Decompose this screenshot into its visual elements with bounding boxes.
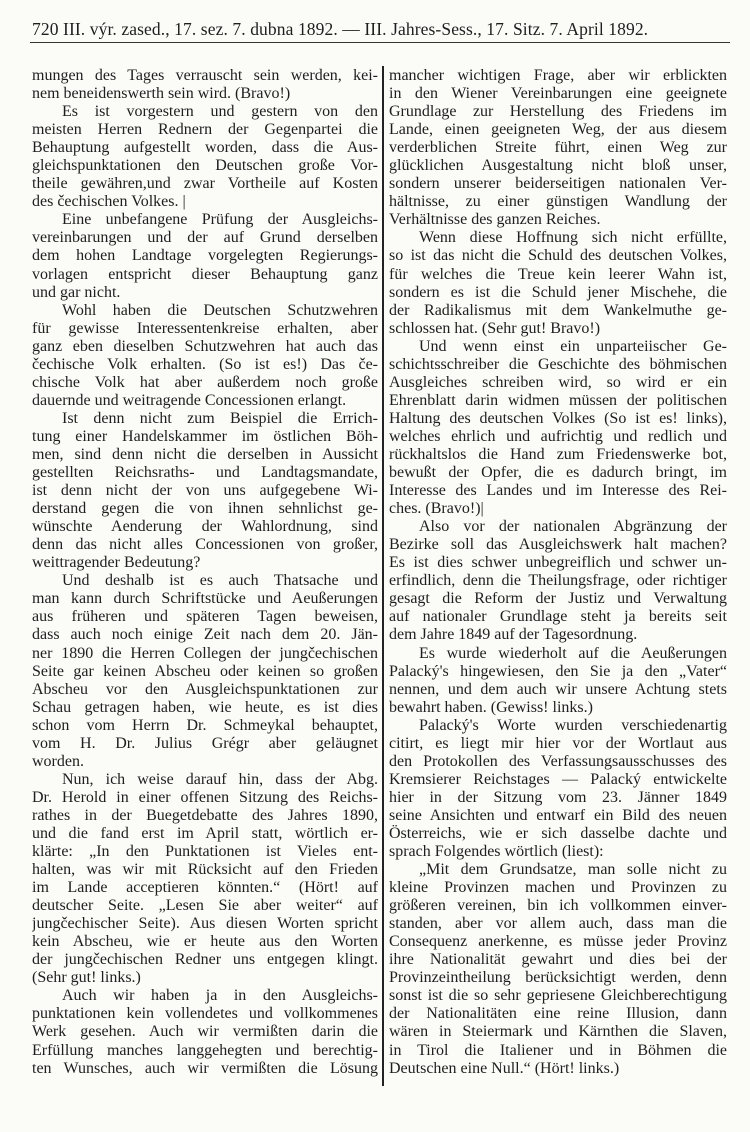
text-line: derstand gegen die von ihnen sehnlichst ge- bbox=[32, 500, 378, 518]
text-line: Deutschen eine Null.“ (Hört! links.) bbox=[389, 1059, 620, 1077]
text-line: ihre Nationalität gewahrt und dies bei der bbox=[389, 951, 727, 969]
text-line: hier in der Sitzung vom 23. Jänner 1849 bbox=[389, 788, 727, 806]
text-line: bewahrt haben. (Gewiss! links.) bbox=[389, 698, 593, 716]
text-line: Österreichs, wie er sich dasselbe dachte und bbox=[389, 824, 727, 842]
text-line: Consequenz anerkenne, es müsse jeder Provinz bbox=[389, 933, 727, 951]
text-line: Haltung des deutschen Volkes (So ist es! links), bbox=[389, 409, 727, 427]
text-line: und gar nicht. bbox=[32, 283, 121, 301]
text-line: gleichspunktationen den Deutschen große Vor- bbox=[32, 157, 378, 175]
text-line: wären in Steiermark und Kärnthen die Slaven, bbox=[389, 1023, 727, 1041]
text-line: schon vom Herrn Dr. Schmeykal behauptet, bbox=[32, 716, 378, 734]
paragraph bbox=[389, 338, 727, 518]
text-line: dem Jahre 1849 auf der Tagesordnung. bbox=[389, 626, 638, 644]
paragraph bbox=[32, 302, 378, 410]
paragraph bbox=[32, 572, 378, 771]
column-divider bbox=[382, 66, 384, 1086]
paragraph bbox=[32, 103, 378, 211]
paragraph bbox=[389, 518, 727, 644]
text-line: des čechischen Volkes. | bbox=[32, 193, 186, 211]
text-line: Es ist dies schwer unbegreiflich und schwer un- bbox=[389, 554, 727, 572]
text-line: der Nationalitäten eine reine Illusion, dann bbox=[389, 1005, 727, 1023]
text-line: in Tirol die Italiener und in Böhmen die bbox=[389, 1041, 727, 1059]
text-line: Also vor der nationalen Abgränzung der bbox=[419, 518, 727, 536]
text-line: dass auch noch einige Zeit nach dem 20. Jän- bbox=[32, 626, 378, 644]
text-line: „Mit dem Grundsatze, man solle nicht zu bbox=[419, 861, 727, 879]
paragraph bbox=[32, 987, 378, 1077]
text-line: gestellten Reichsraths- und Landtagsmandate, bbox=[32, 464, 378, 482]
text-line: Und wenn einst ein unparteiischer Ge- bbox=[419, 337, 727, 355]
text-line: Provinzeintheilung berücksichtigt werden, denn bbox=[389, 969, 727, 987]
text-line: Es wurde wiederholt auf die Aeußerungen bbox=[419, 644, 727, 662]
text-line: Es ist vorgestern und gestern von den bbox=[62, 103, 378, 121]
text-line: welches ehrlich und aufrichtig und redlich und bbox=[389, 427, 727, 445]
running-header: 720 III. výr. zased., 17. sez. 7. dubna 1892. — III. Jahres-Sess., 17. Sitz. 7. April 1892. bbox=[32, 19, 649, 39]
paragraph bbox=[389, 67, 727, 229]
text-line: auf nationaler Grundlage steht ja bereits seit bbox=[389, 608, 727, 626]
text-line: klärte: „In den Punktationen ist Vieles ent- bbox=[32, 843, 378, 861]
text-line: Werk gesehen. Auch wir vermißten darin die bbox=[32, 1023, 378, 1041]
paragraph bbox=[389, 645, 727, 717]
text-line: ches. (Bravo!)| bbox=[389, 500, 484, 518]
text-line: citirt, es liegt mir hier vor der Wortlaut aus bbox=[389, 734, 727, 752]
text-line: Und deshalb ist es auch Thatsache und bbox=[62, 572, 378, 590]
text-line: nennen, und dem auch wir unsere Achtung stets bbox=[389, 680, 727, 698]
text-line: für gewisse Interessentenkreise erhalten, aber bbox=[32, 319, 378, 337]
text-line: worden. bbox=[32, 752, 84, 770]
text-line: deutscher Seite. „Lesen Sie aber weiter“ auf bbox=[32, 897, 378, 915]
text-line: für welches die Treue kein leerer Wahn ist, bbox=[389, 265, 727, 283]
text-line: theile gewähren,und zwar Vortheile auf Kosten bbox=[32, 175, 378, 193]
text-line: sondern es ist die Schuld jener Mischehe, die bbox=[389, 283, 727, 301]
text-line: größeren vereinen, bin ich vollkommen einver- bbox=[389, 897, 727, 915]
text-line: aus früheren und späteren Tagen beweisen, bbox=[32, 608, 378, 626]
text-line: (Sehr gut! links.) bbox=[32, 969, 141, 987]
text-line: nem beneidenswerth sein wird. (Bravo!) bbox=[32, 85, 291, 103]
text-line: erfindlich, denn die Theilungsfrage, oder richtiger bbox=[389, 572, 727, 590]
text-line: schichtsschreiber die Geschichte des böhmischen bbox=[389, 355, 727, 373]
text-line: vorlagen entspricht dieser Behauptung ganz bbox=[32, 265, 378, 283]
paragraph bbox=[32, 771, 378, 988]
right-column bbox=[389, 67, 727, 1078]
text-line: ganz eben dieselben Schutzwehren hat auch das bbox=[32, 337, 378, 355]
text-line: Bezirke soll das Ausgleichswerk halt machen? bbox=[389, 536, 727, 554]
text-line: Verhältnisse des ganzen Reiches. bbox=[389, 211, 601, 229]
text-line: Erfüllung manches langgehegten und berechtig- bbox=[32, 1041, 378, 1059]
text-line: mungen des Tages verrauscht sein werden, kei- bbox=[32, 67, 378, 84]
text-line: vereinbarungen und der auf Grund derselben bbox=[32, 229, 378, 247]
text-line: punktationen kein vollendetes und vollkommenes bbox=[32, 1005, 378, 1023]
text-line: chische Volk hat aber außerdem noch große bbox=[32, 373, 378, 391]
text-line: sprach Folgendes wörtlich (liest): bbox=[389, 843, 604, 861]
text-line: ist denn nicht der von uns aufgegebene Wi- bbox=[32, 482, 378, 500]
text-line: der jungčechischen Redner uns entgegen klingt. bbox=[32, 951, 378, 969]
text-line: rückhaltslos die Hand zum Friedenswerke bot, bbox=[389, 445, 727, 463]
text-line: Kremsierer Reichstages — Palacký entwickelte bbox=[389, 770, 727, 788]
text-line: Schau getragen haben, wie heute, es ist dies bbox=[32, 698, 378, 716]
text-line: Grundlage zur Herstellung des Friedens im bbox=[389, 103, 727, 121]
paragraph bbox=[32, 211, 378, 301]
text-line: men, sind denn nicht die derselben in Aussicht bbox=[32, 445, 378, 463]
text-line: tung einer Handelskammer im östlichen Böh- bbox=[32, 427, 378, 445]
text-line: Nun, ich weise darauf hin, dass der Abg. bbox=[62, 770, 378, 788]
text-line: in den Wiener Vereinbarungen eine geeignete bbox=[389, 85, 727, 103]
text-line: Eine unbefangene Prüfung der Ausgleichs- bbox=[62, 211, 378, 229]
text-line: kleine Provinzen machen und Provinzen zu bbox=[389, 879, 727, 897]
text-line: dauernde und weitragende Concessionen erlangt. bbox=[32, 391, 347, 409]
text-line: meisten Herren Rednern der Gegenpartei die bbox=[32, 121, 378, 139]
text-line: čechische Volk erhalten. (So ist es!) Das če- bbox=[32, 355, 378, 373]
text-line: Wohl haben die Deutschen Schutzwehren bbox=[62, 301, 378, 319]
text-line: hältnisse, zu einer günstigen Wandlung der bbox=[389, 193, 727, 211]
text-line: weittragender Bedeutung? bbox=[32, 554, 201, 572]
text-line: bewußt der Opfer, die es dadurch bringt, im bbox=[389, 464, 727, 482]
text-line: mancher wichtigen Frage, aber wir erblickten bbox=[389, 67, 727, 84]
text-line: Auch wir haben ja in den Ausgleichs- bbox=[62, 987, 378, 1005]
text-line: im Lande acceptieren könnten.“ (Hört! auf bbox=[32, 879, 378, 897]
paragraph bbox=[389, 861, 727, 1078]
text-line: Ausgleiches schreiben wird, so wird er ein bbox=[389, 373, 727, 391]
text-line: Wenn diese Hoffnung sich nicht erfüllte, bbox=[419, 229, 727, 247]
paragraph bbox=[32, 67, 378, 103]
text-line: denn das nicht alles Concessionen von großer, bbox=[32, 536, 378, 554]
paragraph bbox=[389, 717, 727, 861]
text-line: halten, was wir mit Rücksicht auf den Frieden bbox=[32, 861, 378, 879]
text-line: Behauptung aufgestellt worden, dass die Aus- bbox=[32, 139, 378, 157]
text-line: seine Ansichten und entwarf ein Bild des neuen bbox=[389, 806, 727, 824]
text-line: ten Wunsches, auch wir vermißten die Lösung bbox=[32, 1059, 378, 1077]
text-line: ner 1890 die Herren Collegen der jungčechischen bbox=[32, 644, 378, 662]
text-line: standen, aber vor allem auch, dass man die bbox=[389, 915, 727, 933]
text-line: Ehrenblatt darin widmen müssen der politischen bbox=[389, 391, 727, 409]
text-line: den Protokollen des Verfassungsausschusses des bbox=[389, 752, 727, 770]
text-line: verderblichen Streite führt, einen Weg zur bbox=[389, 139, 727, 157]
text-line: dem hohen Landtage vorgelegten Regierungs- bbox=[32, 247, 378, 265]
text-line: Interesse des Landes und im Interesse des Rei- bbox=[389, 482, 727, 500]
text-line: Dr. Herold in einer offenen Sitzung des Reichs- bbox=[32, 788, 378, 806]
text-line: sonst ist die so sehr gepriesene Gleichberechtigung bbox=[389, 987, 727, 1005]
text-line: Ist denn nicht zum Beispiel die Errich- bbox=[62, 409, 378, 427]
text-line: wünschte Aenderung der Wahlordnung, sind bbox=[32, 518, 378, 536]
text-line: Seite gar keinen Abscheu oder keinen so großen bbox=[32, 662, 378, 680]
text-line: Lande, einen geeigneten Weg, der aus diesem bbox=[389, 121, 727, 139]
text-line: jungčechischer Seite). Aus diesen Worten spricht bbox=[32, 915, 378, 933]
text-line: glücklichen Ausgestaltung nicht bloß unser, bbox=[389, 157, 727, 175]
text-line: Abscheu vor den Ausgleichspunktationen zur bbox=[32, 680, 378, 698]
text-line: und die fand erst im April statt, wörtlich er- bbox=[32, 824, 378, 842]
header-rule bbox=[30, 42, 730, 43]
text-line: sondern unserer beiderseitigen nationalen Ver- bbox=[389, 175, 727, 193]
text-line: gesagt die Reform der Justiz und Verwaltung bbox=[389, 590, 727, 608]
text-line: der Radikalismus mit dem Wankelmuthe ge- bbox=[389, 301, 727, 319]
paragraph bbox=[389, 229, 727, 337]
text-line: vom H. Dr. Julius Grégr aber geläugnet bbox=[32, 734, 378, 752]
text-line: rathes in der Buegetdebatte des Jahres 1890, bbox=[32, 806, 378, 824]
paragraph bbox=[32, 410, 378, 572]
text-line: Palacký's hingewiesen, den Sie ja den „Vater“ bbox=[389, 662, 727, 680]
text-line: schlossen hat. (Sehr gut! Bravo!) bbox=[389, 319, 601, 337]
text-line: Palacký's Worte wurden verschiedenartig bbox=[419, 716, 727, 734]
left-column bbox=[32, 67, 378, 1078]
text-line: so ist das nicht die Schuld des deutschen Volkes, bbox=[389, 247, 727, 265]
text-line: kein Abscheu, wie er heute aus den Worten bbox=[32, 933, 378, 951]
text-line: man kann durch Schriftstücke und Aeußerungen bbox=[32, 590, 378, 608]
